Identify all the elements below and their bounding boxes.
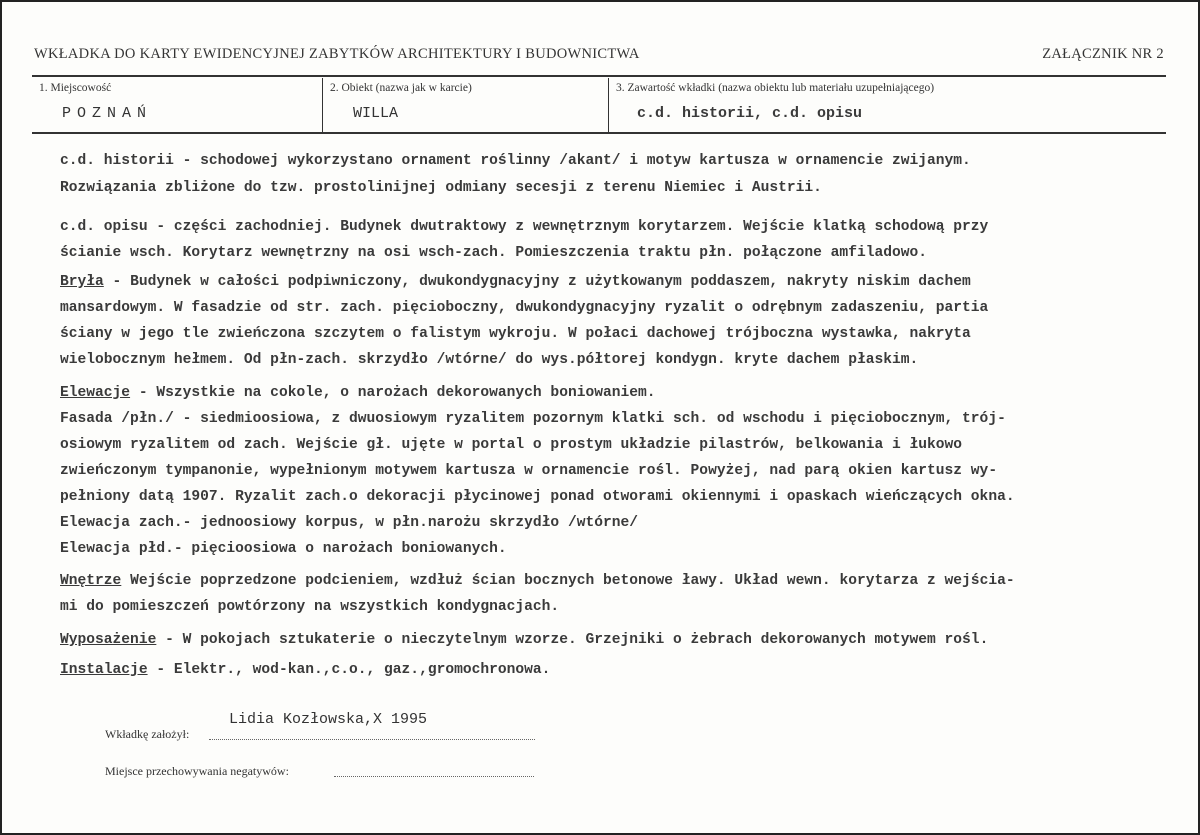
elewacje-line — [60, 385, 656, 401]
created-label: Wkładkę założył: — [105, 727, 190, 741]
wyposazenie-line — [60, 632, 988, 648]
bryla-text: - Budynek w całości podpiwniczony, dwukondygnacyjny z użytkowanym poddaszem, nakryty niskim dachem — [103, 274, 971, 290]
field-place-label: 1. Miejscowość — [39, 82, 112, 94]
bryla-heading: Bryła — [60, 274, 104, 290]
history-line: c.d. historii - schodowej wykorzystano ornament roślinny /akant/ i motyw kartusza w ornamencie zwijanym. — [60, 153, 971, 169]
elewacje-line: zwieńczonym tympanonie, wypełnionym motywem kartusza w ornamencie rośl. Powyżej, nad parą okien kartusz wy- — [60, 463, 998, 479]
field-content — [608, 78, 1167, 132]
field-object — [322, 78, 607, 132]
wnetrze-heading: Wnętrze — [60, 573, 122, 589]
elewacje-line: osiowym ryzalitem od zach. Wejście gł. ujęte w portal o prostym układzie pilastrów, belkowania i łukowo — [60, 437, 963, 453]
wnetrze-line — [60, 573, 1015, 589]
description-line: ścianie wsch. Korytarz wewnętrzny na osi wsch-zach. Pomieszczenia traktu płn. połączone amfiladowo. — [60, 245, 928, 261]
field-content-label: 3. Zawartość wkładki (nazwa obiektu lub materiału uzupełniającego) — [616, 82, 935, 94]
wyposazenie-heading: Wyposażenie — [60, 632, 157, 648]
wnetrze-text: Wejście poprzedzone podcieniem, wzdłuż ścian bocznych betonowe ławy. Układ wewn. korytarza z wejścia- — [121, 573, 1015, 589]
field-object-value: WILLA — [353, 105, 399, 122]
field-place — [32, 78, 321, 132]
elewacje-line: Elewacja zach.- jednoosiowy korpus, w płn.narożu skrzydło /wtórne/ — [60, 515, 639, 531]
field-object-label: 2. Obiekt (nazwa jak w karcie) — [330, 82, 472, 94]
description-line: c.d. opisu - części zachodniej. Budynek dwutraktowy z wewnętrznym korytarzem. Wejście klatką schodową przy — [60, 219, 989, 235]
storage-label: Miejsce przechowywania negatywów: — [105, 764, 289, 778]
elewacje-line: Elewacja płd.- pięcioosiowa o narożach boniowanych. — [60, 541, 507, 557]
bryla-line: wielobocznym hełmem. Od płn-zach. skrzydło /wtórne/ do wys.półtorej kondygn. kryte dachem płaskim. — [60, 352, 919, 368]
header-rule-top — [32, 75, 1166, 77]
field-content-value: c.d. historii, c.d. opisu — [637, 105, 863, 122]
wnetrze-line: mi do pomieszczeń powtórzony na wszystkich kondygnacjach. — [60, 599, 560, 615]
bryla-line: mansardowym. W fasadzie od str. zach. pięcioboczny, dwukondygnacyjny ryzalit o odrębnym zadaszeniu, partia — [60, 300, 989, 316]
annex-number: ZAŁĄCZNIK NR 2 — [1042, 46, 1164, 62]
created-value: Lidia Kozłowska,X 1995 — [229, 711, 428, 728]
header-rule-bottom — [32, 132, 1166, 134]
instalacje-line — [60, 662, 550, 678]
elewacje-line: pełniony datą 1907. Ryzalit zach.o dekoracji płycinowej ponad otworami okiennymi i opaskach wieńczących okna. — [60, 489, 1015, 505]
field-place-value: POZNAŃ — [62, 105, 153, 122]
storage-fill-line — [334, 758, 534, 777]
footer-storage — [105, 764, 289, 779]
bryla-line: ściany w jego tle zwieńczona szczytem o falistym wykroju. W połaci dachowej trójboczna wystawka, nakryta — [60, 326, 971, 342]
history-line: Rozwiązania zbliżone do tzw. prostolinijnej odmiany secesji z terenu Niemiec i Austrii. — [60, 180, 822, 196]
elewacje-heading: Elewacje — [60, 385, 131, 401]
wyposazenie-text: - W pokojach sztukaterie o nieczytelnym wzorze. Grzejniki o żebrach dekorowanych motywem rośl. — [156, 632, 989, 648]
elewacje-text: - Wszystkie na cokole, o narożach dekorowanych boniowaniem. — [130, 385, 656, 401]
elewacje-line: Fasada /płn./ - siedmioosiowa, z dwuosiowym ryzalitem pozornym klatki sch. od wschodu i pięciobocznym, trój- — [60, 411, 1006, 427]
footer-created — [105, 711, 428, 742]
instalacje-text: - Elektr., wod-kan.,c.o., gaz.,gromochronowa. — [147, 662, 551, 678]
bryla-line — [60, 274, 971, 290]
card-title: WKŁADKA DO KARTY EWIDENCYJNEJ ZABYTKÓW ARCHITEKTURY I BUDOWNICTWA — [34, 46, 640, 62]
instalacje-heading: Instalacje — [60, 662, 148, 678]
